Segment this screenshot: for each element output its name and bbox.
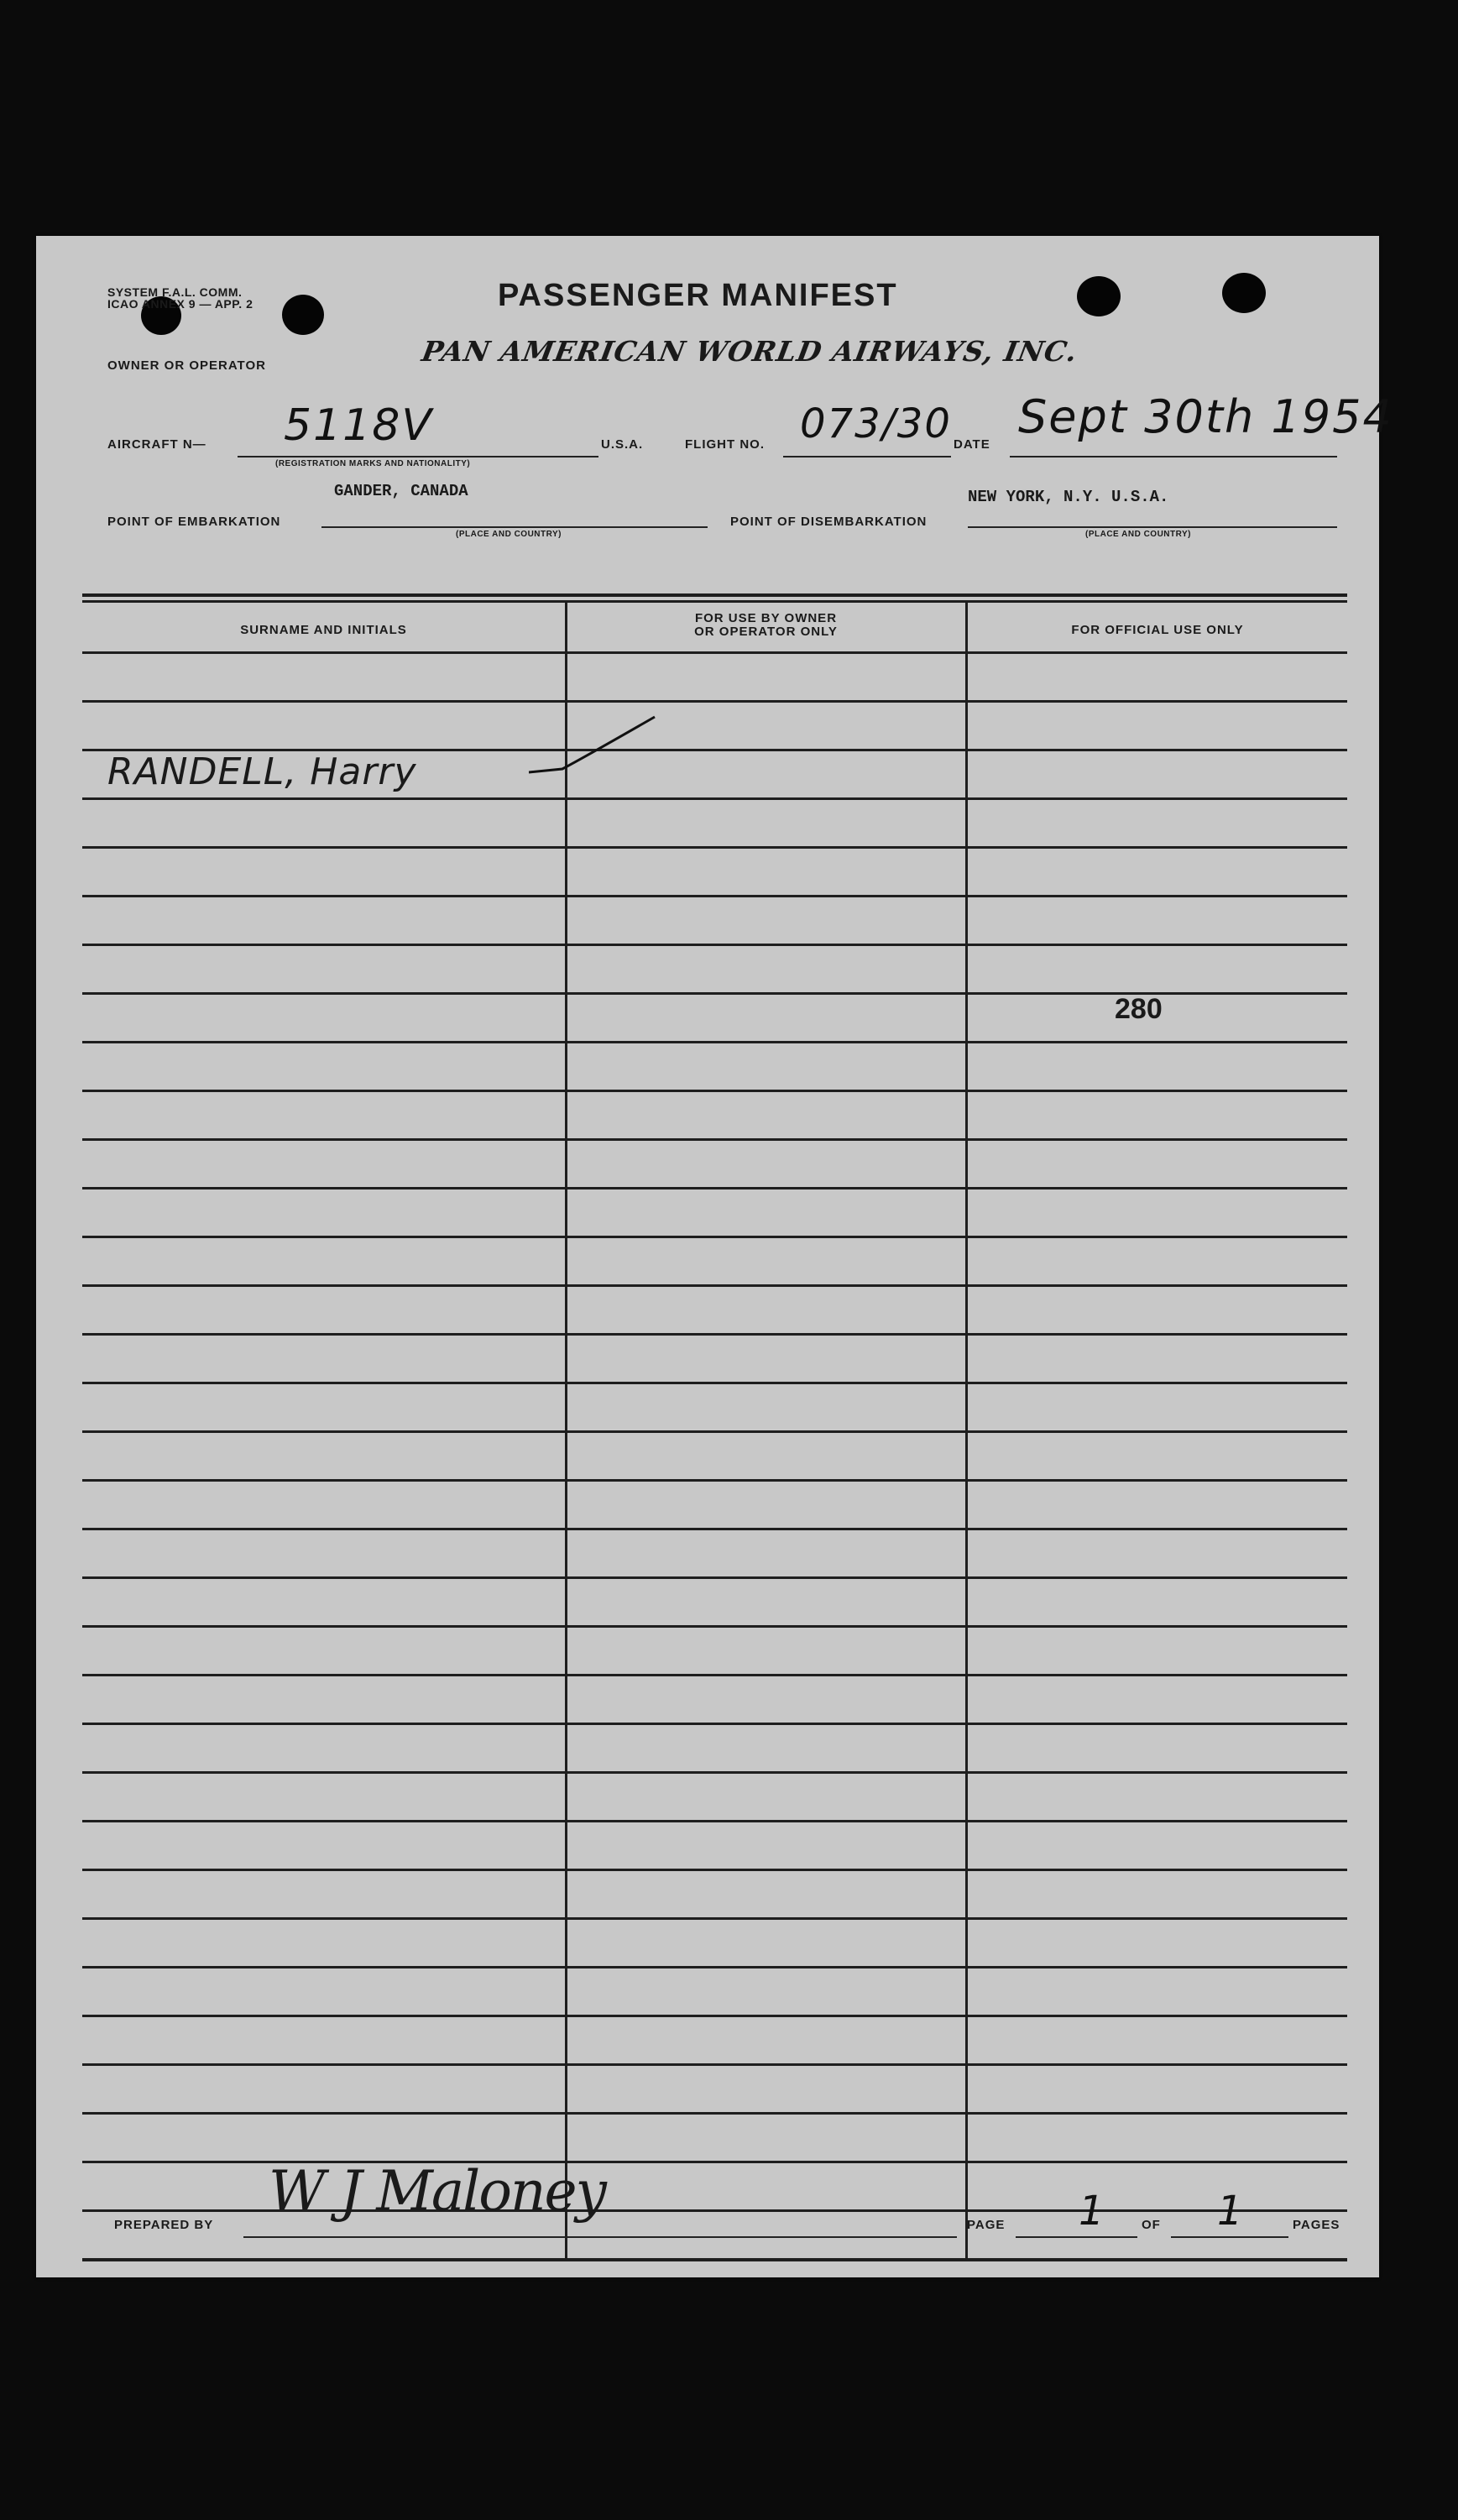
page-underline xyxy=(1016,2236,1137,2238)
punch-hole xyxy=(282,295,324,335)
embarkation-label: POINT OF EMBARKATION xyxy=(107,515,281,529)
flight-label: FLIGHT NO. xyxy=(685,437,765,452)
table-row-line xyxy=(82,1138,1347,1141)
of-label: OF xyxy=(1142,2218,1161,2232)
table-row-line xyxy=(82,1187,1347,1189)
table-row-line xyxy=(82,895,1347,897)
table-row-line xyxy=(82,1528,1347,1530)
punch-hole xyxy=(1077,276,1121,316)
airline-name: PAN AMERICAN WORLD AIRWAYS, INC. xyxy=(419,335,1080,368)
owner-label: OWNER OR OPERATOR xyxy=(107,358,266,373)
table-row-line xyxy=(82,2063,1347,2066)
table-row-line xyxy=(82,1966,1347,1968)
table-row-line xyxy=(82,1333,1347,1336)
table-row-line xyxy=(82,1674,1347,1676)
page-number: 1 xyxy=(1079,2188,1106,2235)
table-row-line xyxy=(82,944,1347,946)
table-row-line xyxy=(82,1236,1347,1238)
table-row-line xyxy=(82,1869,1347,1871)
form-code xyxy=(107,286,253,310)
embarkation-underline xyxy=(321,526,708,528)
column-header-operator-line: OR OPERATOR ONLY xyxy=(694,625,838,639)
disembarkation-note: (PLACE AND COUNTRY) xyxy=(1085,530,1191,539)
table-row-line xyxy=(82,651,1347,654)
table-row-line xyxy=(82,1723,1347,1725)
table-row-line xyxy=(82,700,1347,703)
usa-label: U.S.A. xyxy=(601,437,644,452)
form-code-line: ICAO ANNEX 9 — APP. 2 xyxy=(107,297,253,311)
table-row-line xyxy=(82,1284,1347,1287)
date-underline xyxy=(1010,456,1337,457)
passenger-name: RANDELL, Harry xyxy=(107,750,417,793)
table-row-line xyxy=(82,846,1347,849)
column-header-operator-line: FOR USE BY OWNER xyxy=(694,611,838,625)
table-row-line xyxy=(82,1820,1347,1822)
signature: W J Maloney xyxy=(269,2159,605,2224)
flight-underline xyxy=(783,456,951,457)
table-row-line xyxy=(82,797,1347,800)
column-header-official: FOR OFFICIAL USE ONLY xyxy=(1071,623,1244,637)
table-top-rule xyxy=(82,593,1347,597)
page-total: 1 xyxy=(1217,2188,1245,2235)
table-row-line xyxy=(82,1430,1347,1433)
table-row-line xyxy=(82,1382,1347,1384)
column-divider xyxy=(965,603,968,2261)
date-label: DATE xyxy=(954,437,990,452)
column-header-surname: SURNAME AND INITIALS xyxy=(240,623,407,637)
embarkation-note: (PLACE AND COUNTRY) xyxy=(456,530,562,539)
table-row-line xyxy=(82,1090,1347,1092)
table-row-line xyxy=(82,1917,1347,1920)
aircraft-underline xyxy=(238,456,598,457)
disembarkation-underline xyxy=(968,526,1337,528)
disembarkation-label: POINT OF DISEMBARKATION xyxy=(730,515,928,529)
table-top-rule xyxy=(82,600,1347,603)
pages-label: PAGES xyxy=(1293,2218,1340,2232)
prepared-by-underline xyxy=(243,2236,957,2238)
page-total-underline xyxy=(1171,2236,1288,2238)
column-header-operator xyxy=(567,612,965,639)
flight-date: Sept 30th 1954 xyxy=(1018,390,1393,443)
table-row-line xyxy=(82,1576,1347,1579)
table-row-line xyxy=(82,1625,1347,1628)
form-code-line: SYSTEM F.A.L. COMM. xyxy=(107,285,243,299)
table-row-line xyxy=(82,1479,1347,1482)
prepared-by-label: PREPARED BY xyxy=(114,2218,214,2232)
page-title: PASSENGER MANIFEST xyxy=(498,278,898,313)
aircraft-number: 5118V xyxy=(284,400,433,451)
table-row-line xyxy=(82,2015,1347,2017)
embarkation-place: GANDER, CANADA xyxy=(334,482,468,500)
table-row-line xyxy=(82,1771,1347,1774)
flight-number: 073/30 xyxy=(800,400,952,447)
table-bottom-rule xyxy=(82,2258,1347,2261)
punch-hole xyxy=(1222,273,1266,313)
manifest-sheet xyxy=(36,236,1393,2277)
official-number: 280 xyxy=(1115,993,1163,1025)
table-row-line xyxy=(82,1041,1347,1043)
registration-note: (REGISTRATION MARKS AND NATIONALITY) xyxy=(275,459,471,468)
table-row-line xyxy=(82,2112,1347,2115)
disembarkation-place: NEW YORK, N.Y. U.S.A. xyxy=(968,488,1169,506)
page-label: PAGE xyxy=(967,2218,1006,2232)
aircraft-label: AIRCRAFT N— xyxy=(107,437,206,452)
column-divider xyxy=(565,603,567,2261)
check-mark xyxy=(529,712,663,779)
